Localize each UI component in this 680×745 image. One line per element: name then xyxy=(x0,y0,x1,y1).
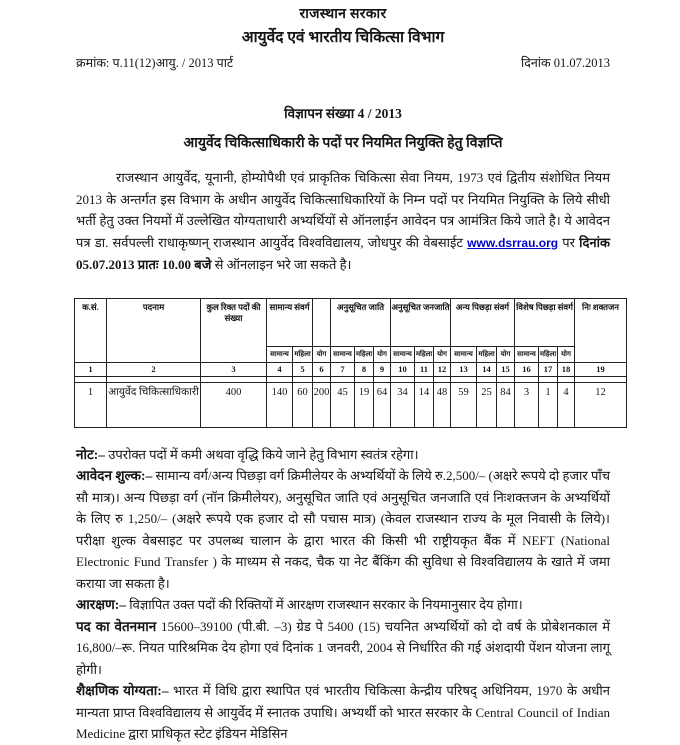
column-number-cell: 17 xyxy=(539,362,558,376)
subheader-cell: सामान्य xyxy=(331,346,355,362)
subheader-cell: सामान्य xyxy=(515,346,539,362)
data-cell: 200 xyxy=(313,382,331,427)
note-title: नोट:– xyxy=(76,446,106,462)
issue-date: दिनांक 01.07.2013 xyxy=(520,56,610,70)
group-header-sc: अनुसूचित जाति xyxy=(331,298,391,346)
note-text: 15600–39100 (पी.बी. –3) ग्रेड पे 5400 (15) चयनित अभ्यर्थियों को दो वर्ष के प्रोबेशनकाल में 16,800/–रू. नियत पारिश्रमिक देय होगा एवं दिनांक 1 जनवरी, 2004 से निर्धारित की गई अंशदायी पेंशन योजना लागू होगी। xyxy=(76,618,610,677)
data-cell: 19 xyxy=(355,382,374,427)
table-data-row xyxy=(75,382,627,427)
data-cell: 12 xyxy=(575,382,627,427)
column-number-cell: 3 xyxy=(201,362,267,376)
subheader-cell: महिला xyxy=(477,346,497,362)
group-header-sbc: विशेष पिछड़ा संवर्ग xyxy=(515,298,575,346)
subheader-cell: योग xyxy=(497,346,515,362)
subheader-cell: महिला xyxy=(539,346,558,362)
subheader-cell: योग xyxy=(374,346,391,362)
header-disabled: निः शक्तजन xyxy=(575,298,627,362)
note-text: विज्ञापित उक्त पदों की रिक्तियों में आरक्षण राजस्थान सरकार के नियमानुसार देय होगा। xyxy=(126,597,523,612)
group-header-general: सामान्य संवर्ग xyxy=(267,298,313,346)
data-cell: 3 xyxy=(515,382,539,427)
column-number-cell: 7 xyxy=(331,362,355,376)
intro-text-1: राजस्थान आयुर्वेद, यूनानी, होम्योपैथी एवं प्राकृतिक चिकित्सा सेवा नियम, 1973 एवं द्वितीय संशोधित नियम 2013 के अन्तर्गत इस विभाग के अधीन आयुर्वेद चिकित्साधिकारियों के निम्न पदों पर नियमित नियुक्ति के लिये सीधी भर्ती हेतु उक्त नियमों में उल्लेखित योग्यताधारी अभ्यर्थियों से ऑनलाईन आवेदन पत्र आमंत्रित किये जाते है। ये आवेदन पत्र डा. सर्वपल्ली राधाकृष्णन् राजस्थान आयुर्वेद विश्वविद्यालय, जोधपुर की वेबसाईट xyxy=(76,170,610,250)
data-cell-total: 400 xyxy=(201,382,267,427)
data-cell: 14 xyxy=(415,382,434,427)
column-number-cell: 1 xyxy=(75,362,107,376)
table-group-header-row xyxy=(75,298,627,346)
group-header-st: अनुसूचित जनजाति xyxy=(391,298,451,346)
note-pay-scale xyxy=(76,616,610,681)
subheader-cell: सामान्य xyxy=(391,346,415,362)
data-cell: 4 xyxy=(558,382,575,427)
column-number-cell: 2 xyxy=(107,362,201,376)
note-reservation xyxy=(76,594,610,616)
note-qualification xyxy=(76,680,610,745)
column-number-cell: 9 xyxy=(374,362,391,376)
note-title: आरक्षण:– xyxy=(76,597,127,612)
column-number-cell: 10 xyxy=(391,362,415,376)
subheader-cell: महिला xyxy=(415,346,434,362)
intro-text-3: से ऑनलाइन भरे जा सकते है। xyxy=(211,257,352,272)
intro-paragraph xyxy=(76,167,610,276)
column-number-cell: 14 xyxy=(477,362,497,376)
note-application-fee xyxy=(76,465,610,594)
data-cell: 59 xyxy=(451,382,477,427)
data-cell: 48 xyxy=(434,382,451,427)
notice-number: विज्ञापन संख्या 4 / 2013 xyxy=(284,106,402,121)
column-number-cell: 19 xyxy=(575,362,627,376)
subheader-cell: सामान्य xyxy=(267,346,293,362)
website-link[interactable]: www.dsrrau.org xyxy=(467,235,559,250)
notice-subject: आयुर्वेद चिकित्साधिकारी के पदों पर नियमित नियुक्ति हेतु विज्ञप्ति xyxy=(183,136,503,151)
ref-number: क्रमांक: प.11(12)आयु. / 2013 पार्ट xyxy=(76,56,234,70)
data-cell: 1 xyxy=(539,382,558,427)
data-cell-serial: 1 xyxy=(75,382,107,427)
notes-section xyxy=(76,444,610,745)
table-column-number-row xyxy=(75,362,627,376)
note-text: सामान्य वर्ग/अन्य पिछड़ा वर्ग क्रिमीलेयर के अभ्यर्थियों के लिये रु.2,500/– (अक्षरे रूपये दो हजार पाँच सौ मात्र)। अन्य पिछड़ा वर्ग (नॉन क्रिमीलेयर), अनुसूचित जाति एवं अनुसूचित जनजाति एवं निःशक्तजन के अभ्यर्थियों के लिए रु 1,250/– (अक्षरे रूपये एक हजार दो सौ पचास मात्र) (केवल राजस्थान राज्य के मूल निवासी के लिये)। परीक्षा शुल्क वेबसाइट पर उपलब्ध चालान के द्वारा भारत की किसी भी राष्ट्रीयकृत बैंक में NEFT (National Electronic Fund Transfer ) के माध्यम से नकद, चैक या नेट बैंकिंग की सुविधा से विश्वविद्यालय के खाते में जमा कराया जा सकता है। xyxy=(76,468,610,591)
vacancy-table xyxy=(74,298,627,428)
column-number-cell: 11 xyxy=(415,362,434,376)
note-title: शैक्षणिक योग्यता:– xyxy=(76,683,169,698)
data-cell: 60 xyxy=(293,382,313,427)
column-number-cell: 16 xyxy=(515,362,539,376)
note-title: पद का वेतनमान xyxy=(76,618,157,634)
column-number-cell: 18 xyxy=(558,362,575,376)
column-number-cell: 5 xyxy=(293,362,313,376)
subheader-cell: योग xyxy=(558,346,575,362)
group-header-obc: अन्य पिछड़ा संवर्ग xyxy=(451,298,515,346)
group-header-empty xyxy=(313,298,331,346)
header-total-posts: कुल रिक्त पदों की संख्या xyxy=(201,298,267,362)
note-general xyxy=(76,444,610,466)
subheader-cell: महिला xyxy=(293,346,313,362)
column-number-cell: 8 xyxy=(355,362,374,376)
header-post-name: पदनाम xyxy=(107,298,201,362)
dept-name: आयुर्वेद एवं भारतीय चिकित्सा विभाग xyxy=(241,29,445,46)
subheader-cell: योग xyxy=(434,346,451,362)
data-cell: 84 xyxy=(497,382,515,427)
column-number-cell: 6 xyxy=(313,362,331,376)
data-cell: 45 xyxy=(331,382,355,427)
intro-bold-date: दिनांक 05.07.2013 प्रातः 10.00 बजे xyxy=(76,234,610,272)
reference-line xyxy=(76,54,610,71)
header-serial: क.सं. xyxy=(75,298,107,362)
column-number-cell: 15 xyxy=(497,362,515,376)
note-text: भारत में विधि द्वारा स्थापित एवं भारतीय चिकित्सा केन्द्रीय परिषद् अधिनियम, 1970 के अधीन मान्यता प्राप्त विश्वविद्यालय से आयुर्वेद में स्नातक उपाधि। अभ्यर्थी को भारत सरकार के Central Council of Indian Medicine द्वारा प्राधिकृत स्टेट इंडियन मेडिसिन xyxy=(76,683,610,741)
column-number-cell: 13 xyxy=(451,362,477,376)
column-number-cell: 4 xyxy=(267,362,293,376)
note-text: उपरोक्त पदों में कमी अथवा वृद्धि किये जाने हेतु विभाग स्वतंत्र रहेगा। xyxy=(105,446,419,462)
subheader-cell: योग xyxy=(313,346,331,362)
subheader-cell: सामान्य xyxy=(451,346,477,362)
data-cell-post-name: आयुर्वेद चिकित्साधिकारी xyxy=(107,382,201,427)
data-cell: 64 xyxy=(374,382,391,427)
data-cell: 140 xyxy=(267,382,293,427)
column-number-cell: 12 xyxy=(434,362,451,376)
intro-text-2: पर xyxy=(558,234,580,250)
note-title: आवेदन शुल्क:– xyxy=(76,468,153,483)
org-name: राजस्थान सरकार xyxy=(299,7,387,22)
data-cell: 25 xyxy=(477,382,497,427)
data-cell: 34 xyxy=(391,382,415,427)
subheader-cell: महिला xyxy=(355,346,374,362)
